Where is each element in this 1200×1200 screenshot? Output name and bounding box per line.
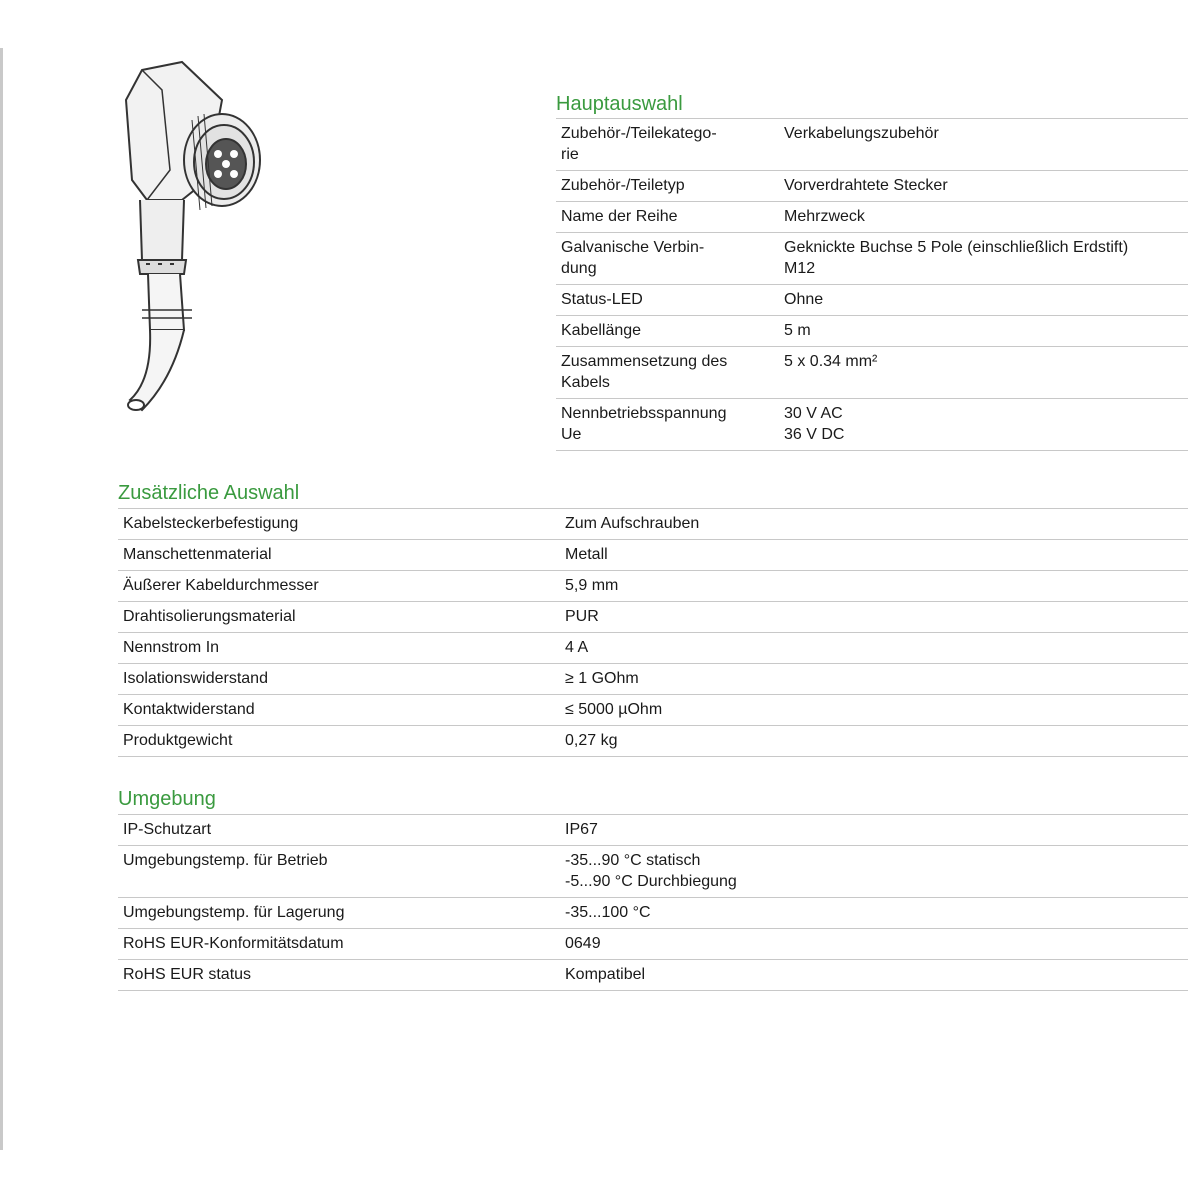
- section-title-hauptauswahl: Hauptauswahl: [556, 93, 683, 115]
- spec-value: 5 m: [779, 316, 1188, 347]
- spec-label: Produktgewicht: [118, 726, 560, 757]
- table-row: [118, 602, 1188, 633]
- table-row: [556, 316, 1188, 347]
- spec-label: Drahtisolierungsmaterial: [118, 602, 560, 633]
- table-row: [118, 509, 1188, 540]
- spec-value: IP67: [560, 815, 1188, 846]
- spec-value: PUR: [560, 602, 1188, 633]
- spec-label: Nennbetriebsspannung Ue: [556, 399, 779, 451]
- spec-label: Zusammensetzung des Kabels: [556, 347, 779, 399]
- spec-value: 5,9 mm: [560, 571, 1188, 602]
- spec-label: RoHS EUR status: [118, 960, 560, 991]
- table-row: [556, 119, 1188, 171]
- spec-value: 30 V AC 36 V DC: [779, 399, 1188, 451]
- table-row: [118, 633, 1188, 664]
- section-title-umgebung: Umgebung: [118, 788, 216, 810]
- spec-label: Umgebungstemp. für Lagerung: [118, 898, 560, 929]
- spec-label: Zubehör-/Teiletyp: [556, 171, 779, 202]
- spec-label: Manschettenmaterial: [118, 540, 560, 571]
- table-row: [556, 285, 1188, 316]
- table-row: [118, 726, 1188, 757]
- spec-value: 5 x 0.34 mm²: [779, 347, 1188, 399]
- spec-value: Vorverdrahtete Stecker: [779, 171, 1188, 202]
- table-row: [118, 540, 1188, 571]
- spec-value: Zum Aufschrauben: [560, 509, 1188, 540]
- table-row: [118, 929, 1188, 960]
- spec-label: Zubehör-/Teilekatego- rie: [556, 119, 779, 171]
- section-title-zusaetzliche-auswahl: Zusätzliche Auswahl: [118, 482, 300, 504]
- table-row: [556, 202, 1188, 233]
- spec-label: Galvanische Verbin- dung: [556, 233, 779, 285]
- spec-label: Kontaktwiderstand: [118, 695, 560, 726]
- table-row: [556, 347, 1188, 399]
- spec-value: Mehrzweck: [779, 202, 1188, 233]
- spec-label: IP-Schutzart: [118, 815, 560, 846]
- spec-label: Kabelsteckerbefestigung: [118, 509, 560, 540]
- spec-value: Geknickte Buchse 5 Pole (einschließlich Erdstift) M12: [779, 233, 1188, 285]
- spec-value: 4 A: [560, 633, 1188, 664]
- spec-label: Umgebungstemp. für Betrieb: [118, 846, 560, 898]
- spec-value: Kompatibel: [560, 960, 1188, 991]
- zusaetzliche-auswahl-table: [118, 508, 1188, 757]
- spec-value: Verkabelungszubehör: [779, 119, 1188, 171]
- spec-label: Isolationswiderstand: [118, 664, 560, 695]
- spec-value: -35...90 °C statisch -5...90 °C Durchbiegung: [560, 846, 1188, 898]
- spec-label: RoHS EUR-Konformitätsdatum: [118, 929, 560, 960]
- table-row: [118, 571, 1188, 602]
- spec-value: Metall: [560, 540, 1188, 571]
- spec-value: Ohne: [779, 285, 1188, 316]
- table-row: [118, 695, 1188, 726]
- spec-value: -35...100 °C: [560, 898, 1188, 929]
- table-row: [118, 898, 1188, 929]
- umgebung-table: [118, 814, 1188, 991]
- table-row: [118, 815, 1188, 846]
- spec-label: Status-LED: [556, 285, 779, 316]
- spec-label: Nennstrom In: [118, 633, 560, 664]
- hauptauswahl-table: [556, 118, 1188, 451]
- spec-label: Name der Reihe: [556, 202, 779, 233]
- spec-label: Äußerer Kabeldurchmesser: [118, 571, 560, 602]
- table-row: [118, 664, 1188, 695]
- table-row: [556, 171, 1188, 202]
- spec-value: 0,27 kg: [560, 726, 1188, 757]
- table-row: [556, 233, 1188, 285]
- table-row: [118, 846, 1188, 898]
- table-row: [556, 399, 1188, 451]
- spec-value: 0649: [560, 929, 1188, 960]
- spec-value: ≥ 1 GOhm: [560, 664, 1188, 695]
- spec-label: Kabellänge: [556, 316, 779, 347]
- left-border-line: [0, 48, 3, 1150]
- spec-value: ≤ 5000 µOhm: [560, 695, 1188, 726]
- product-image: [112, 60, 292, 420]
- table-row: [118, 960, 1188, 991]
